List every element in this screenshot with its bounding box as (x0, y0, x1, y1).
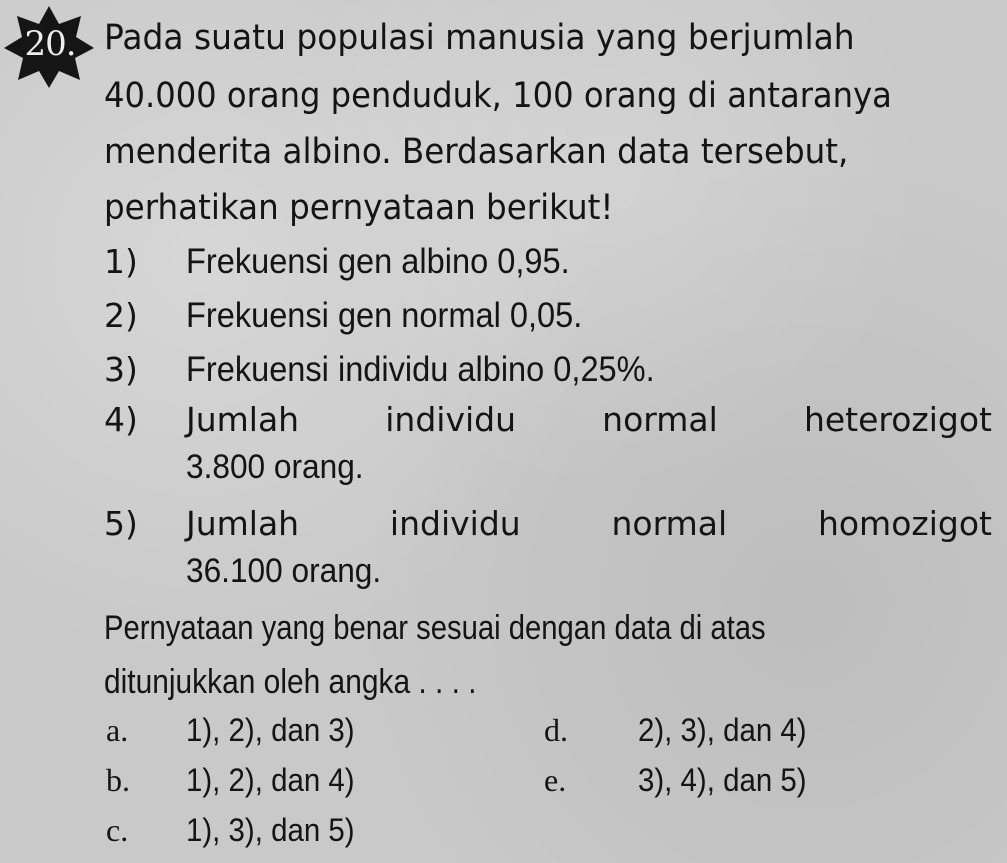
question-number-badge (2, 4, 96, 88)
stem-line-4: perhatikan pernyataan berikut! (104, 188, 614, 228)
prompt-line-1: Pernyataan yang benar sesuai dengan data di atas (104, 609, 766, 647)
statement-3-number: 3) (104, 350, 138, 389)
option-a-text[interactable]: 1), 2), dan 3) (186, 712, 355, 748)
statement-5-number: 5) (104, 504, 138, 543)
statement-5-continuation: 36.100 orang. (186, 552, 382, 590)
stem-line-3: menderita albino. Berdasarkan data tersebut, (104, 132, 849, 172)
statement-3-text: Frekuensi individu albino 0,25%. (186, 350, 655, 389)
stem-line-1: Pada suatu populasi manusia yang berjumlah (104, 18, 855, 58)
statement-1-text: Frekuensi gen albino 0,95. (186, 242, 570, 281)
option-a-letter[interactable]: a. (106, 712, 129, 748)
statement-1-number: 1) (104, 242, 138, 281)
statement-2-number: 2) (104, 296, 138, 335)
statement-4-word: individu (385, 400, 517, 439)
statement-5-word: homozigot (817, 504, 992, 543)
option-d-letter[interactable]: d. (544, 712, 568, 748)
statement-4-word: normal (602, 400, 718, 439)
statement-5-word: individu (389, 504, 521, 543)
stem-line-2: 40.000 orang penduduk, 100 orang di antaranya (104, 76, 892, 116)
option-d-text[interactable]: 2), 3), dan 4) (638, 712, 807, 748)
option-b-letter[interactable]: b. (106, 762, 130, 798)
option-e-letter[interactable]: e. (544, 762, 567, 798)
option-c-text[interactable]: 1), 3), dan 5) (186, 812, 355, 848)
option-b-text[interactable]: 1), 2), dan 4) (186, 762, 355, 798)
statement-4-word: Jumlah (186, 400, 300, 439)
prompt-line-2: ditunjukkan oleh angka . . . . (104, 663, 477, 701)
statement-5-text (186, 504, 992, 543)
statement-4-number: 4) (104, 400, 138, 439)
statement-4-word: heterozigot (803, 400, 992, 439)
question-number: 20. (24, 24, 76, 64)
option-e-text[interactable]: 3), 4), dan 5) (638, 762, 807, 798)
statement-4-text (186, 400, 992, 439)
statement-5-word: normal (611, 504, 728, 543)
statement-2-text: Frekuensi gen normal 0,05. (186, 296, 583, 335)
option-c-letter[interactable]: c. (106, 812, 129, 848)
statement-4-continuation: 3.800 orang. (186, 448, 364, 486)
statement-5-word: Jumlah (186, 504, 300, 543)
